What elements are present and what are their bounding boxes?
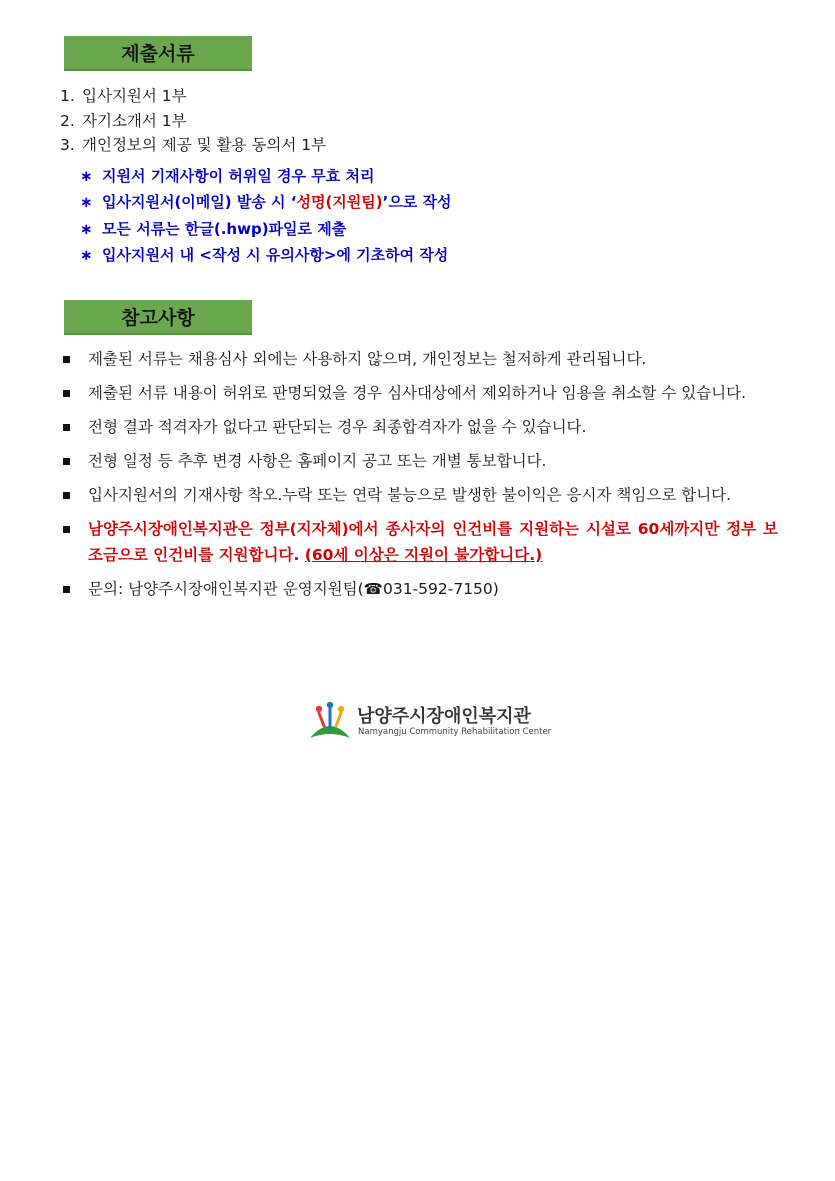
section-title: 제출서류 [121,43,195,65]
asterisk-icon: ∗ [80,167,93,185]
age-limit-note: 남양주시장애인복지관은 정부(지자체)에서 종사자의 인건비를 지원하는 시설로 60세까지만 정부 보조금으로 인건비를 지원합니다. (60세 이상은 지원이 불가합니다.) [62,516,778,568]
asterisk-icon: ∗ [80,245,93,264]
asterisk-icon: ∗ [80,193,93,212]
submission-notes [80,163,452,268]
square-bullet-icon [63,390,70,397]
list-item: 제출된 서류는 채용심사 외에는 사용하지 않으며, 개인정보는 철저하게 관리됩니다. [62,346,778,372]
square-bullet-icon [63,586,70,593]
asterisk-icon: ∗ [80,219,93,238]
list-item: 1. 입사지원서 1부 [60,87,187,105]
square-bullet-icon [63,424,70,431]
section-header-documents [64,36,252,71]
square-bullet-icon [63,356,70,363]
list-item: ∗ 지원서 기재사항이 허위일 경우 무효 처리 [80,163,452,189]
section-header-notes [64,300,252,335]
square-bullet-icon [63,458,70,465]
list-item: 전형 결과 적격자가 없다고 판단되는 경우 최종합격자가 없을 수 있습니다. [62,414,778,440]
list-item: 전형 일정 등 추후 변경 사항은 홈페이지 공고 또는 개별 통보합니다. [62,448,778,474]
reference-notes [62,346,778,610]
logo-korean-name: 남양주시장애인복지관 [357,706,531,727]
organization-logo [307,700,552,746]
logo-emblem-icon [307,700,353,744]
list-item: ∗ 모든 서류는 한글(.hwp)파일로 제출 [80,216,452,242]
square-bullet-icon [63,526,70,533]
list-item: 2. 자기소개서 1부 [60,111,187,130]
list-item: ∗ 입사지원서(이메일) 발송 시 ‘성명(지원팀)’으로 작성 [80,189,452,215]
list-item: ∗ 입사지원서 내 <작성 시 유의사항>에 기초하여 작성 [80,242,452,268]
logo-english-name: Namyangju Community Rehabilitation Center [358,727,552,737]
list-item: 입사지원서의 기재사항 착오.누락 또는 연락 불능으로 발생한 불이익은 응시자 책임으로 합니다. [62,482,778,508]
square-bullet-icon [63,492,70,499]
document-list [60,84,326,158]
section-title: 참고사항 [121,307,195,329]
contact-info: 문의: 남양주시장애인복지관 운영지원팀(☎031-592-7150) [62,576,778,602]
list-item: 제출된 서류 내용이 허위로 판명되었을 경우 심사대상에서 제외하거나 임용을 취소할 수 있습니다. [62,380,778,406]
list-item: 3. 개인정보의 제공 및 활용 동의서 1부 [60,136,327,154]
